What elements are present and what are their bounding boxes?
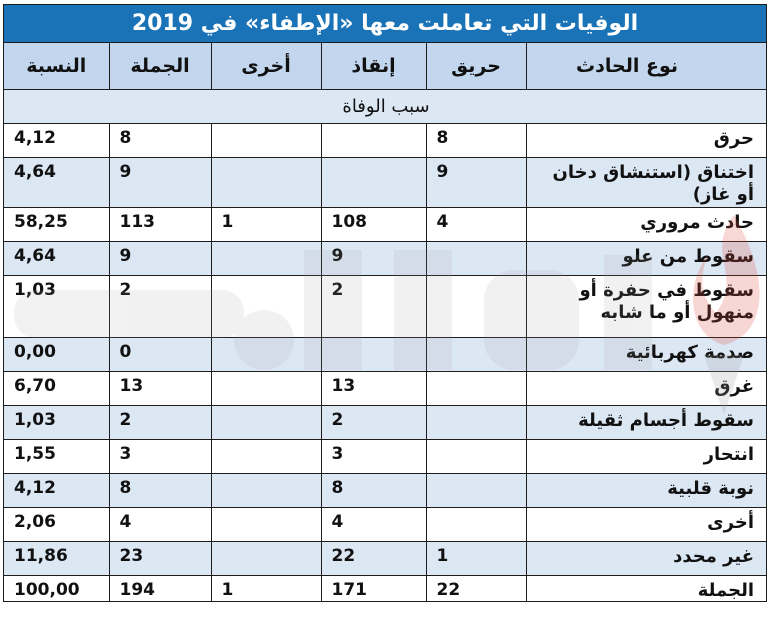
- table-row: [4, 275, 767, 337]
- cell-total: 13: [109, 371, 211, 405]
- cell-incident-type: أخرى: [526, 507, 767, 541]
- table-row: [4, 371, 767, 405]
- cell-rescue: 2: [321, 275, 426, 337]
- table-title: الوفيات التي تعاملت معها «الإطفاء» في 2019: [4, 5, 766, 43]
- cell-percent: 4,64: [4, 241, 109, 275]
- cell-fire: [426, 405, 526, 439]
- table-row: [4, 507, 767, 541]
- cell-incident-type: حادث مروري: [526, 207, 767, 241]
- cell-other: [211, 405, 321, 439]
- deaths-table-card: [3, 4, 767, 602]
- cell-fire: 8: [426, 123, 526, 157]
- cell-rescue: 22: [321, 541, 426, 575]
- cell-fire: [426, 337, 526, 371]
- cell-total: 9: [109, 241, 211, 275]
- cell-fire: [426, 473, 526, 507]
- cell-rescue: 108: [321, 207, 426, 241]
- header-total: الجملة: [109, 43, 211, 89]
- cell-other: [211, 241, 321, 275]
- table-row: [4, 439, 767, 473]
- cell-percent: 100,00: [4, 575, 109, 602]
- cell-percent: 1,03: [4, 405, 109, 439]
- cell-incident-type: سقوط في حفرة أو منهول أو ما شابه: [526, 275, 767, 337]
- cell-other: 1: [211, 207, 321, 241]
- cell-incident-type: غير محدد: [526, 541, 767, 575]
- cell-rescue: 2: [321, 405, 426, 439]
- cell-fire: 4: [426, 207, 526, 241]
- cell-total: 0: [109, 337, 211, 371]
- table-row: [4, 541, 767, 575]
- header-other: أخرى: [211, 43, 321, 89]
- table-row: [4, 123, 767, 157]
- header-percent: النسبة: [4, 43, 109, 89]
- cell-incident-type: سقوط من علو: [526, 241, 767, 275]
- section-label: سبب الوفاة: [4, 89, 767, 123]
- cell-rescue: 9: [321, 241, 426, 275]
- cell-total: 3: [109, 439, 211, 473]
- cell-rescue: [321, 337, 426, 371]
- header-fire: حريق: [426, 43, 526, 89]
- cell-incident-type: انتحار: [526, 439, 767, 473]
- cell-other: [211, 157, 321, 207]
- cell-percent: 4,64: [4, 157, 109, 207]
- cell-fire: [426, 275, 526, 337]
- table-row: [4, 405, 767, 439]
- cell-incident-type: غرق: [526, 371, 767, 405]
- cell-other: [211, 275, 321, 337]
- cell-fire: 9: [426, 157, 526, 207]
- cell-incident-type: اختناق (استنشاق دخان أو غاز): [526, 157, 767, 207]
- table-row: [4, 473, 767, 507]
- cell-total: 194: [109, 575, 211, 602]
- cell-rescue: 3: [321, 439, 426, 473]
- table-row: [4, 337, 767, 371]
- cell-incident-type: الجملة: [526, 575, 767, 602]
- cell-incident-type: صدمة كهربائية: [526, 337, 767, 371]
- cell-total: 4: [109, 507, 211, 541]
- header-incident-type: نوع الحادث: [526, 43, 767, 89]
- cell-incident-type: حرق: [526, 123, 767, 157]
- section-row: [4, 89, 767, 123]
- cell-rescue: [321, 123, 426, 157]
- cell-fire: [426, 241, 526, 275]
- header-rescue: إنقاذ: [321, 43, 426, 89]
- cell-total: 113: [109, 207, 211, 241]
- cell-percent: 6,70: [4, 371, 109, 405]
- cell-rescue: 13: [321, 371, 426, 405]
- table-row: [4, 207, 767, 241]
- table-row-total: [4, 575, 767, 602]
- cell-total: 2: [109, 275, 211, 337]
- cell-rescue: 171: [321, 575, 426, 602]
- cell-rescue: [321, 157, 426, 207]
- cell-fire: [426, 507, 526, 541]
- cell-total: 9: [109, 157, 211, 207]
- cell-percent: 1,55: [4, 439, 109, 473]
- deaths-table: [4, 43, 767, 602]
- cell-other: 1: [211, 575, 321, 602]
- cell-percent: 1,03: [4, 275, 109, 337]
- cell-rescue: 4: [321, 507, 426, 541]
- cell-other: [211, 439, 321, 473]
- cell-total: 23: [109, 541, 211, 575]
- cell-other: [211, 337, 321, 371]
- cell-other: [211, 473, 321, 507]
- cell-incident-type: سقوط أجسام ثقيلة: [526, 405, 767, 439]
- cell-percent: 11,86: [4, 541, 109, 575]
- cell-percent: 4,12: [4, 123, 109, 157]
- cell-percent: 4,12: [4, 473, 109, 507]
- cell-fire: [426, 439, 526, 473]
- cell-other: [211, 371, 321, 405]
- cell-total: 8: [109, 473, 211, 507]
- cell-percent: 0,00: [4, 337, 109, 371]
- cell-other: [211, 123, 321, 157]
- header-row: [4, 43, 767, 89]
- cell-total: 8: [109, 123, 211, 157]
- cell-fire: 1: [426, 541, 526, 575]
- cell-rescue: 8: [321, 473, 426, 507]
- cell-total: 2: [109, 405, 211, 439]
- cell-other: [211, 541, 321, 575]
- cell-incident-type: نوبة قلبية: [526, 473, 767, 507]
- table-row: [4, 157, 767, 207]
- cell-fire: [426, 371, 526, 405]
- cell-fire: 22: [426, 575, 526, 602]
- table-row: [4, 241, 767, 275]
- cell-other: [211, 507, 321, 541]
- cell-percent: 2,06: [4, 507, 109, 541]
- cell-percent: 58,25: [4, 207, 109, 241]
